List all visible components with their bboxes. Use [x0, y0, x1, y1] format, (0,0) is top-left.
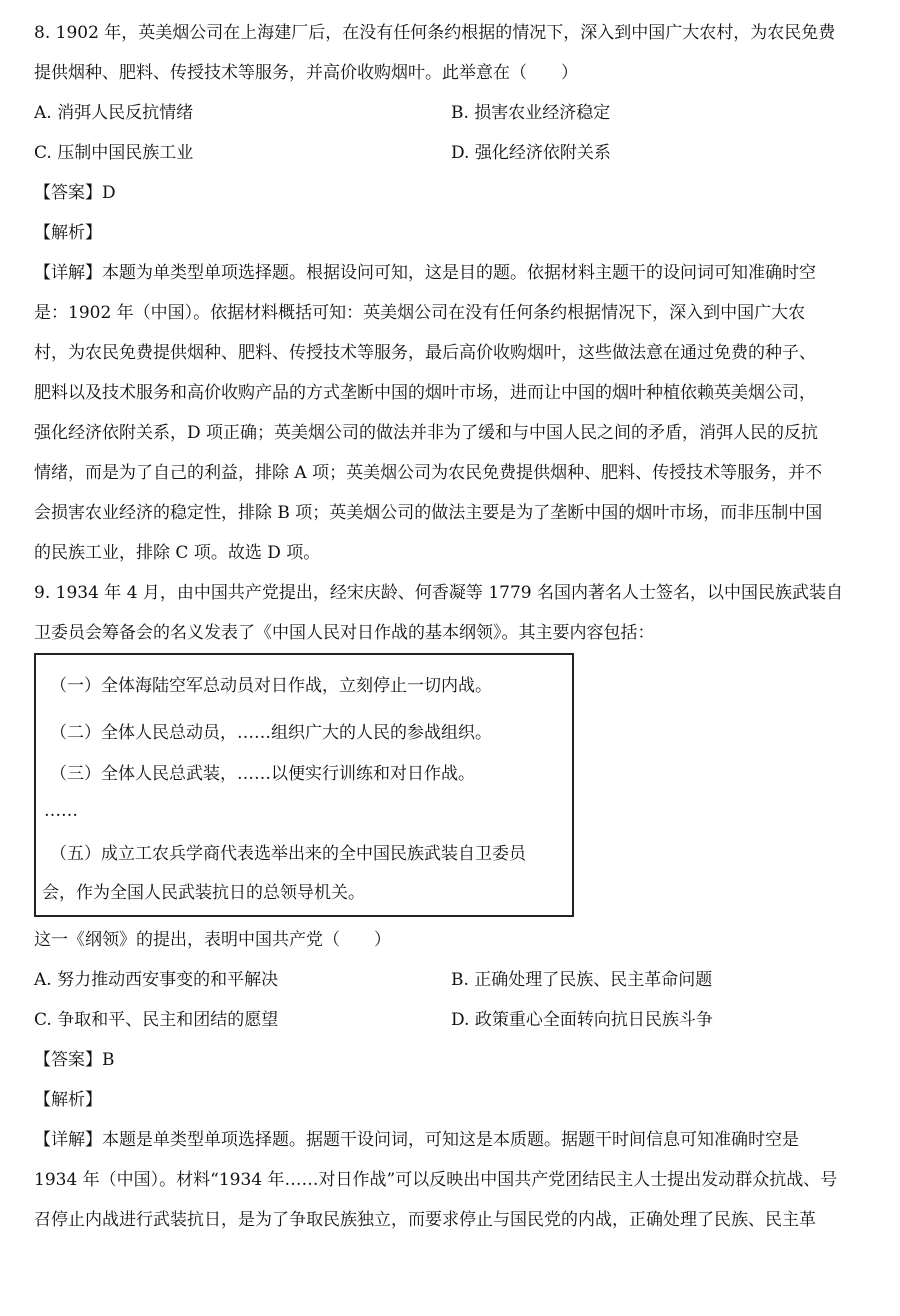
q9-stem-line-2: 卫委员会筹备会的名义发表了《中国人民对日作战的基本纲领》。其主要内容包括：: [34, 623, 655, 643]
q9-box-line-4: ……: [44, 801, 78, 821]
q9-box-line-3: （三）全体人民总武装，……以便实行训练和对日作战。: [50, 764, 475, 784]
q9-option-c: C. 争取和平、民主和团结的愿望: [34, 1010, 279, 1030]
q9-detail-line-1: 【详解】本题是单类型单项选择题。据题干设问词，可知这是本质题。据题干时间信息可知准确时空是: [34, 1130, 799, 1150]
q8-detail-line-1: 【详解】本题为单类型单项选择题。根据设问可知，这是目的题。依据材料主题干的设问词可知准确时空: [34, 263, 816, 283]
q8-stem-line-1: 8. 1902 年，英美烟公司在上海建厂后，在没有任何条约根据的情况下，深入到中国广大农村，为农民免费: [34, 23, 836, 43]
q9-box-line-5: （五）成立工农兵学商代表选举出来的全中国民族武装自卫委员: [50, 844, 526, 864]
q8-stem-line-2: 提供烟种、肥料、传授技术等服务，并高价收购烟叶。此举意在（ ）: [34, 63, 578, 83]
q8-option-a: A. 消弭人民反抗情绪: [34, 103, 194, 123]
q9-box-line-6: 会，作为全国人民武装抗日的总领导机关。: [42, 883, 365, 903]
q9-option-d: D. 政策重心全面转向抗日民族斗争: [451, 1010, 713, 1030]
q8-detail-line-3: 村，为农民免费提供烟种、肥料、传授技术等服务，最后高价收购烟叶，这些做法意在通过免费的种子、: [34, 343, 816, 363]
q9-question: 这一《纲领》的提出，表明中国共产党（ ）: [34, 930, 391, 950]
q8-analysis-label: 【解析】: [34, 223, 102, 243]
q9-option-a: A. 努力推动西安事变的和平解决: [34, 970, 279, 990]
q9-analysis-label: 【解析】: [34, 1090, 102, 1110]
q9-option-b: B. 正确处理了民族、民主革命问题: [451, 970, 713, 990]
q8-detail-line-4: 肥料以及技术服务和高价收购产品的方式垄断中国的烟叶市场，进而让中国的烟叶种植依赖英美烟公司，: [34, 383, 816, 403]
q9-box-line-2: （二）全体人民总动员，……组织广大的人民的参战组织。: [50, 723, 492, 743]
q8-detail-line-6: 情绪，而是为了自己的利益，排除 A 项；英美烟公司为农民免费提供烟种、肥料、传授技术等服务，并不: [34, 463, 823, 483]
q8-option-b: B. 损害农业经济稳定: [451, 103, 611, 123]
q8-answer: 【答案】D: [34, 183, 116, 203]
q8-option-c: C. 压制中国民族工业: [34, 143, 194, 163]
q8-detail-line-8: 的民族工业，排除 C 项。故选 D 项。: [34, 543, 321, 563]
q8-detail-line-2: 是：1902 年（中国）。依据材料概括可知：英美烟公司在没有任何条约根据情况下，深入到中国广大农: [34, 303, 806, 323]
q9-detail-line-3: 召停止内战进行武装抗日，是为了争取民族独立，而要求停止与国民党的内战，正确处理了民族、民主革: [34, 1210, 816, 1230]
q9-detail-line-2: 1934 年（中国）。材料“1934 年……对日作战”可以反映出中国共产党团结民主人士提出发动群众抗战、号: [34, 1170, 838, 1190]
q9-material-box: [34, 653, 574, 917]
q8-detail-line-5: 强化经济依附关系，D 项正确；英美烟公司的做法并非为了缓和与中国人民之间的矛盾，消弭人民的反抗: [34, 423, 819, 443]
q8-detail-line-7: 会损害农业经济的稳定性，排除 B 项；英美烟公司的做法主要是为了垄断中国的烟叶市场，而非压制中国: [34, 503, 823, 523]
q9-box-line-1: （一）全体海陆空军总动员对日作战，立刻停止一切内战。: [50, 676, 492, 696]
q9-answer: 【答案】B: [34, 1050, 115, 1070]
q8-option-d: D. 强化经济依附关系: [451, 143, 611, 163]
q9-stem-line-1: 9. 1934 年 4 月，由中国共产党提出，经宋庆龄、何香凝等 1779 名国内著名人士签名，以中国民族武装自: [34, 583, 843, 603]
